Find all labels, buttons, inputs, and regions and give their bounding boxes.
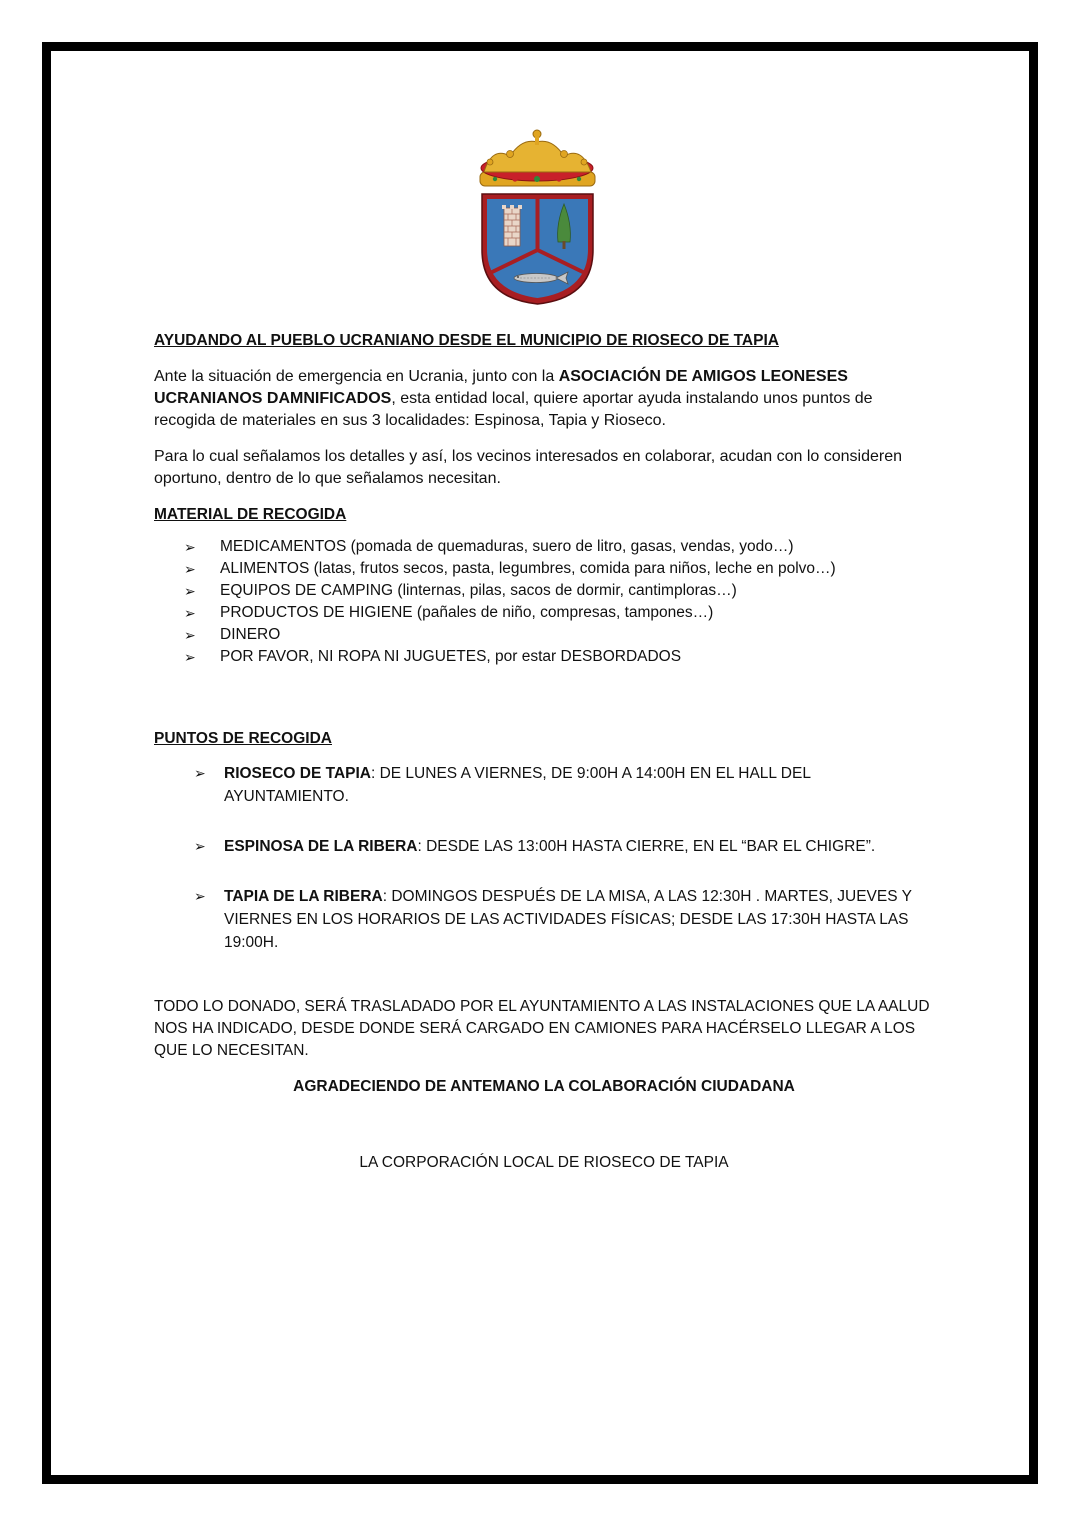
list-item — [154, 885, 934, 954]
organization-name: ASOCIACIÓN DE AMIGOS LEONESES UCRANIANOS DAMNIFICADOS — [154, 368, 848, 407]
arrow-bullet-icon: ➢ — [184, 561, 196, 577]
arrow-bullet-icon: ➢ — [184, 605, 196, 621]
point-place: RIOSECO DE TAPIA — [224, 765, 371, 782]
point-place: TAPIA DE LA RIBERA — [224, 888, 383, 905]
point-details: : DESDE LAS 13:00H HASTA CIERRE, EN EL “BAR EL CHIGRE”. — [417, 838, 876, 855]
tower-icon — [502, 205, 522, 246]
list-item: ➢ DINERO — [154, 624, 934, 646]
arrow-bullet-icon: ➢ — [184, 539, 196, 555]
collection-points-list — [154, 762, 934, 954]
point-place: ESPINOSA DE LA RIBERA — [224, 838, 418, 855]
document-title: AYUDANDO AL PUEBLO UCRANIANO DESDE EL MUNICIPIO DE RIOSECO DE TAPIA — [154, 332, 779, 349]
list-item: ➢ POR FAVOR, NI ROPA NI JUGUETES, por estar DESBORDADOS — [154, 646, 934, 668]
crown-icon — [480, 130, 595, 186]
points-heading: PUNTOS DE RECOGIDA — [154, 730, 332, 747]
signature: LA CORPORACIÓN LOCAL DE RIOSECO DE TAPIA — [359, 1154, 729, 1171]
document-body — [154, 330, 934, 1174]
list-item: ➢ ALIMENTOS (latas, frutos secos, pasta, legumbres, comida para niños, leche en polvo…) — [154, 558, 934, 580]
list-item — [154, 835, 934, 858]
closing-line: AGRADECIENDO DE ANTEMANO LA COLABORACIÓN CIUDADANA — [293, 1078, 795, 1095]
transport-note: TODO LO DONADO, SERÁ TRASLADADO POR EL AYUNTAMIENTO A LAS INSTALACIONES QUE LA AALUD NOS HA INDICADO, DESDE DONDE SERÁ CARGADO EN CAMIONES PARA HACÉRSELO LLEGAR A LOS QUE LO NECESITAN. — [154, 998, 930, 1059]
arrow-bullet-icon: ➢ — [194, 765, 206, 781]
intro-paragraph — [154, 366, 934, 432]
coat-of-arms-icon — [470, 128, 605, 308]
list-item: ➢ EQUIPOS DE CAMPING (linternas, pilas, sacos de dormir, cantimploras…) — [154, 580, 934, 602]
intro-text-before: Ante la situación de emergencia en Ucrania, junto con la — [154, 368, 559, 385]
list-item: ➢ MEDICAMENTOS (pomada de quemaduras, suero de litro, gasas, vendas, yodo…) — [154, 536, 934, 558]
point-details: : DOMINGOS DESPUÉS DE LA MISA, A LAS 12:30H . MARTES, JUEVES Y VIERNES EN LOS HORARIOS DE LAS ACTIVIDADES FÍSICAS; DESDE LAS 17:30H HASTA LAS 19:00H. — [224, 888, 912, 951]
materials-list — [154, 536, 934, 668]
arrow-bullet-icon: ➢ — [194, 838, 206, 854]
arrow-bullet-icon: ➢ — [184, 627, 196, 643]
list-item: ➢ PRODUCTOS DE HIGIENE (pañales de niño, compresas, tampones…) — [154, 602, 934, 624]
arrow-bullet-icon: ➢ — [184, 649, 196, 665]
shield-icon — [482, 194, 593, 304]
materials-heading: MATERIAL DE RECOGIDA — [154, 506, 347, 523]
list-item — [154, 762, 934, 808]
point-details: : DE LUNES A VIERNES, DE 9:00H A 14:00H EN EL HALL DEL AYUNTAMIENTO. — [224, 765, 811, 805]
arrow-bullet-icon: ➢ — [194, 888, 206, 904]
arrow-bullet-icon: ➢ — [184, 583, 196, 599]
details-paragraph: Para lo cual señalamos los detalles y así, los vecinos interesados en colaborar, acudan con lo consideren oportuno, dentro de lo que señalamos necesitan. — [154, 448, 902, 487]
intro-text-after: , esta entidad local, quiere aportar ayuda instalando unos puntos de recogida de materiales en sus 3 localidades: Espinosa, Tapia y Rioseco. — [154, 390, 873, 429]
